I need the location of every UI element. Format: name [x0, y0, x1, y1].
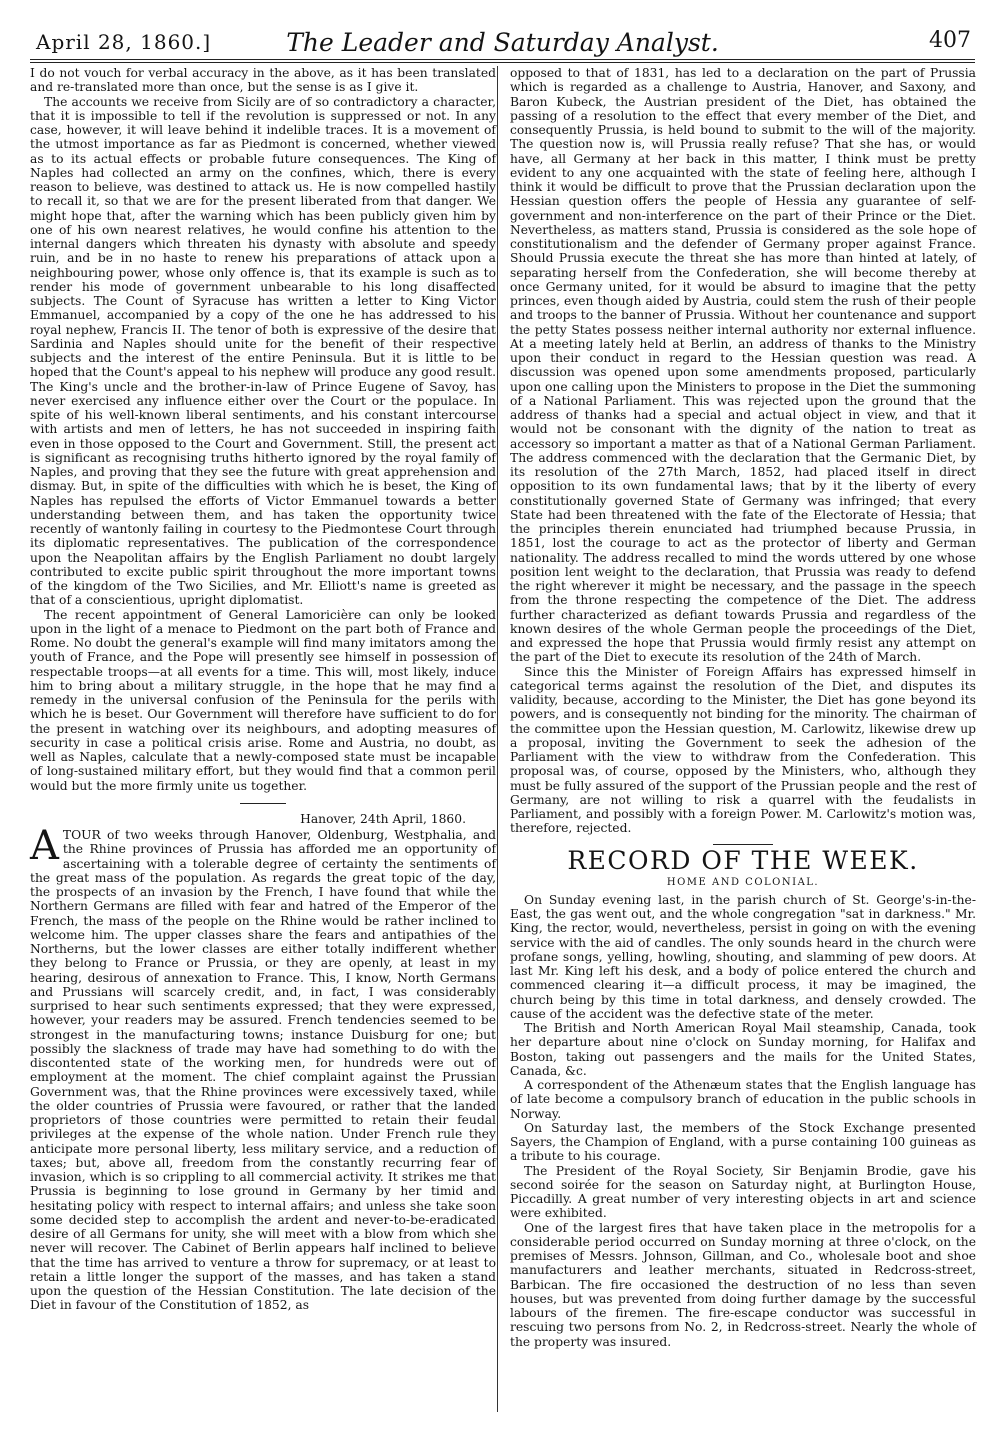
news-item: The British and North American Royal Mail steamship, Canada, took her departure about nine o'clock on Sunday morning, for Halifax and Boston, taking out passengers and the mails for the United States, Canada, &c.: [510, 1021, 976, 1078]
article-paragraph: Since this the Minister of Foreign Affairs has expressed himself in categorical terms against the resolution of the Diet, and disputes its validity, because, according to the Minister, the Diet has gone beyond its powers, and is consequently not binding for the minority. The chairman of the committee upon the Hessian question, M. Carlowitz, likewise drew up a proposal, inviting the Government to seek the adhesion of the Parliament with the view to withdraw from the Confederation. This proposal was, of course, opposed by the Ministers, who, although they must be fully assured of the support of the Prussian people and the rest of Germany, are not willing to risk a quarrel with the feudalists in Parliament, and possibly with a foreign Power. M. Carlowitz's motion was, therefore, rejected.: [510, 664, 976, 836]
drop-cap: A: [30, 823, 59, 869]
page-header: [30, 20, 975, 60]
news-item: On Sunday evening last, in the parish church of St. George's-in-the-East, the gas went out, and the whole congregation "sat in darkness." Mr. King, the rector, would, nevertheless, persist in going on with the evening service with the aid of candles. The only sounds heard in the church were profane songs, yelling, howling, shouting, and slamming of pew doors. At last Mr. King left his desk, and a body of police entered the church and commenced clearing it—a difficult process, it may be imagined, the church being by this time in total darkness, and densely crowded. The cause of the accident was the defective state of the meter.: [510, 892, 976, 1021]
issue-date: April 28, 1860.]: [36, 30, 212, 54]
article-paragraph: The accounts we receive from Sicily are of so contradictory a character, that it is impossible to tell if the revolution is suppressed or not. In any case, however, it will leave behind it indelible traces. It is a movement of the utmost importance as far as Piedmont is concerned, whether viewed as to its actual effects or probable future consequences. The King of Naples had collected an army on the confines, which, there is every reason to believe, was destined to attack us. He is now compelled hastily to recall it, so that we are for the present liberated from that danger. We might hope that, after the warning which has been publicly given him by one of his own nearest relatives, he would confine his attention to the internal dangers which threaten his dynasty with absolute and speedy ruin, and be in no haste to renew his preparations of attack upon a neighbouring power, whose only offence is, that its example is such as to render his mode of government unbearable to his long disaffected subjects. The Count of Syracuse has written a letter to King Victor Emmanuel, accompanied by a copy of the one he has addressed to his royal nephew, Francis II. The tenor of both is expressive of the desire that Sardinia and Naples should unite for the benefit of their respective subjects and the interest of the entire Peninsula. But it is little to be hoped that the Count's appeal to his nephew will produce any good result. The King's uncle and the brother-in-law of Prince Eugene of Savoy, has never exercised any influence either over the Court or the populace. In spite of his well-known liberal sentiments, and his constant intercourse with artists and men of letters, he has not succeeded in inspiring faith even in those opposed to the Court and Government. Still, the present act is significant as recognising truths hitherto ignored by the royal family of Naples, and proving that they see the future with great apprehension and dismay. But, in spite of the difficulties with which he is beset, the King of Naples has repulsed the efforts of Victor Emmanuel towards a better understanding between them, and has taken the opportunity twice recently of wantonly failing in courtesy to the Piedmontese Court through its diplomatic representatives. The publication of the correspondence upon the Neapolitan affairs by the English Parliament no doubt largely contributed to excite public spirit throughout the more important towns of the kingdom of the Two Sicilies, and Mr. Elliott's name is greeted as that of a conscientious, upright diplomatist.: [30, 94, 496, 608]
hanover-letter: [30, 823, 496, 1313]
hanover-letter-text: TOUR of two weeks through Hanover, Oldenburg, Westphalia, and the Rhine provinces of Prussia has afforded me an opportunity of ascertaining with a tolerable degree of certainty the sentiments of the great mass of the population. As regards the great topic of the day, the prospects of an invasion by the French, I have found that while the Northern Germans are filled with fear and hatred of the Emperor of the French, the mass of the people on the Rhine would be rather inclined to welcome him. The upper classes share the fears and antipathies of the Northerns, but the lower classes are either totally indifferent whether they belong to France or Prussia, or they are openly, at least in my hearing, desirous of annexation to France. This, I know, North Germans and Prussians will scarcely credit, and, in fact, I was considerably surprised to hear such sentiments expressed; that they were expressed, however, your readers may be assured. French tendencies seemed to be strongest in the manufacturing towns; instance Duisburg for one; but possibly the slackness of trade may have had something to do with the discontented state of the working men, for hundreds were out of employment at the moment. The chief complaint against the Prussian Government was, that the Rhine provinces were excessively taxed, while the older countries of Prussia were favoured, or rather that the landed proprietors of those countries were permitted to retain their feudal privileges at the expense of the whole nation. Under French rule they anticipate more personal liberty, less military service, and a reduction of taxes; but, above all, freedom from the constantly recurring fear of invasion, which is so crippling to all commercial activity. It strikes me that Prussia is beginning to lose ground in Germany by her timid and hesitating policy with respect to internal affairs; and unless she take soon some decided step to accomplish the ardent and never-to-be-eradicated desire of all Germans for unity, she will meet with a blow from which she never will recover. The Cabinet of Berlin appears half inclined to believe that the time has arrived to venture a throw for supremacy, or at least to retain a little longer the support of the masses, and has taken a stand upon the question of the Hessian Constitution. The late decision of the Diet in favour of the Constitution of 1852, as: [30, 828, 496, 1313]
news-item: On Saturday last, the members of the Stock Exchange presented Sayers, the Champion of England, with a purse containing 100 guineas as a tribute to his courage.: [510, 1120, 976, 1164]
article-paragraph: I do not vouch for verbal accuracy in the above, as it has been translated and re-translated more than once, but the sense is as I give it.: [30, 66, 496, 95]
publication-title: The Leader and Saturday Analyst.: [286, 28, 719, 57]
column-divider: [497, 66, 498, 1412]
hanover-dateline: Hanover, 24th April, 1860.: [300, 811, 466, 826]
article-paragraph: opposed to that of 1831, has led to a declaration on the part of Prussia which is regarded as a challenge to Austria, Hanover, and Saxony, and Baron Kubeck, the Austrian president of the Diet, has obtained the passing of a resolution to the effect that every member of the Diet, and consequently Prussia, is held bound to submit to the will of the majority. The question now is, will Prussia really refuse? That she has, or would have, all Germany at her back in this matter, I think must be pretty evident to any one acquainted with the state of feeling here, although I think it would be difficult to prove that the Prussian declaration upon the Hessian question offers the people of Hessia any guarantee of self-government and non-interference on the part of their Prince or the Diet. Nevertheless, as matters stand, Prussia is considered as the sole hope of constitutionalism and the defender of Germany proper against France. Should Prussia execute the threat she has more than hinted at lately, of separating herself from the Confederation, she will become thereby at once Germany united, for it would be absurd to imagine that the petty princes, even though aided by Austria, could stem the rush of their people and troops to the banner of Prussia. Without her countenance and support the petty States possess neither internal authority nor external influence. At a meeting lately held at Berlin, an address of thanks to the Ministry upon their conduct in regard to the Hessian question was read. A discussion was opened upon some amendments proposed, particularly upon one calling upon the Ministers to propose in the Diet the summoning of a National Parliament. This was rejected upon the ground that the address of thanks had a special and actual object in view, and that it would not be consonant with the dignity of the nation to treat as accessory so important a matter as that of a National German Parliament. The address commenced with the declaration that the Germanic Diet, by its resolution of the 27th March, 1852, had placed itself in direct opposition to its own fundamental laws; that by it the liberty of every constitutionally governed State of Germany was infringed; that every State had been threatened with the fate of the Electorate of Hessia; that the principles therein enunciated had triumphed because Prussia, in 1851, lost the courage to act as the protector of liberty and German nationality. The address recalled to mind the words uttered by one whose position lent weight to the declaration, that Prussia was ready to defend the right wherever it might be necessary, and the passage in the speech from the throne respecting the competence of the Diet. The address further characterized as defiant towards Prussia and regardless of the known desires of the whole German people the proceedings of the Diet, and expressed the hope that Prussia would firmly resist any attempt on the part of the Diet to execute its resolution of the 24th of March.: [510, 66, 976, 665]
news-item: One of the largest fires that have taken place in the metropolis for a considerable period occurred on Sunday morning at three o'clock, on the premises of Messrs. Johnson, Gillman, and Co., wholesale boot and shoe manufacturers and leather merchants, situated in Redcross-street, Barbican. The fire occasioned the destruction of no less than seven houses, but was prevented from doing further damage by the successful labours of the firemen. The fire-escape conductor was successful in rescuing two persons from No. 2, in Redcross-street. Nearly the whole of the property was insured.: [510, 1220, 976, 1349]
page-number: 407: [929, 28, 971, 53]
header-rule-top: [30, 59, 975, 60]
article-paragraph: The recent appointment of General Lamoricière can only be looked upon in the light of a menace to Piedmont on the part both of France and Rome. No doubt the general's example will find many imitators among the youth of France, and the Pope will presently see himself in possession of respectable troops—at all events for a time. This will, most likely, induce him to bring about a military struggle, in the hope that he may find a remedy in the universal confusion of the Peninsula for the perils with which he is beset. Our Government will therefore have sufficient to do for the present in watching over its neighbours, and adopting measures of security in case a political crisis arise. Rome and Austria, no doubt, as well as Naples, calculate that a newly-composed state must be incapable of long-sustained military effort, but they would find that a common peril would but the more firmly unite us together.: [30, 607, 496, 793]
record-of-the-week-heading: RECORD OF THE WEEK.: [567, 845, 919, 875]
section-divider: [713, 844, 773, 845]
section-divider: [240, 803, 286, 804]
home-and-colonial-subheading: HOME AND COLONIAL.: [666, 876, 820, 888]
right-column: [510, 66, 976, 1349]
left-column: [30, 66, 496, 1313]
header-rule-bottom: [30, 62, 975, 63]
news-item: A correspondent of the Athenæum states that the English language has of late become a compulsory branch of education in the public schools in Norway.: [510, 1078, 976, 1121]
news-item: The President of the Royal Society, Sir Benjamin Brodie, gave his second soirée for the season on Saturday night, at Burlington House, Piccadilly. A great number of very interesting objects in art and science were exhibited.: [510, 1163, 976, 1221]
